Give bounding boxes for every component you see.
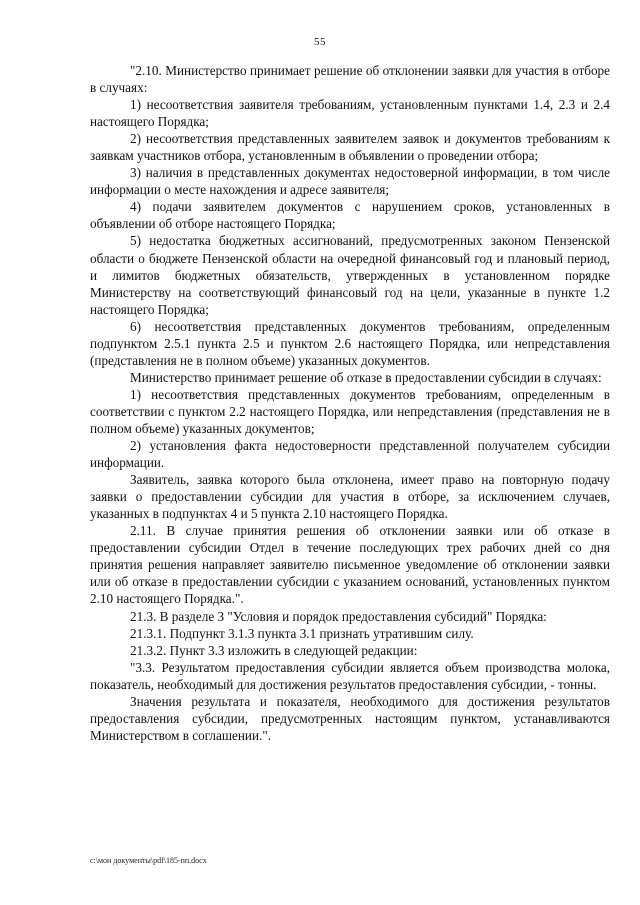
paragraph: 3) наличия в представленных документах недостоверной информации, в том числе информации о месте нахождения и адресе заявителя; bbox=[90, 165, 610, 198]
paragraph: Значения результата и показателя, необходимого для достижения результатов предоставления субсидии, предусмотренных настоящим пунктом, устанавливаются Министерством в соглашении.". bbox=[90, 693, 610, 743]
paragraph: "3.3. Результатом предоставления субсидии является объем производства молока, показатель, необходимый для достижения результатов предоставления субсидии, - тонны. bbox=[90, 659, 610, 692]
paragraph: 1) несоответствия заявителя требованиям, установленным пунктами 1.4, 2.3 и 2.4 настоящего Порядка; bbox=[90, 97, 610, 130]
paragraph: 2) несоответствия представленных заявителем заявок и документов требованиям к заявкам участников отбора, установленным в объявлении о проведении отбора; bbox=[90, 131, 610, 164]
paragraph: 5) недостатка бюджетных ассигнований, предусмотренных законом Пензенской области о бюджете Пензенской области на очередной финансовый год и плановый период, и лимитов бюджетных обязательств, утвержденных в установленном порядке Министерству на соответствующий финансовый год на цели, указанные в пункте 1.2 настоящего Порядка; bbox=[90, 233, 610, 317]
document-body bbox=[90, 62, 610, 744]
paragraph: 2.11. В случае принятия решения об отклонении заявки или об отказе в предоставлении субсидии Отдел в течение последующих трех рабочих дней со дня принятия решения направляет заявителю письменное уведомление об отклонении заявки или об отказе в предоставлении субсидии с указанием оснований, установленных пунктом 2.10 настоящего Порядка.". bbox=[90, 523, 610, 607]
paragraph: 21.3. В разделе 3 "Условия и порядок предоставления субсидий" Порядка: bbox=[130, 608, 547, 624]
paragraph: 1) несоответствия представленных документов требованиям, определенным в соответствии с пунктом 2.2 настоящего Порядка, или непредставления (представления не в полном объеме) указанных документов; bbox=[90, 386, 610, 436]
paragraph: "2.10. Министерство принимает решение об отклонении заявки для участия в отборе в случаях: bbox=[90, 63, 610, 96]
paragraph: 4) подачи заявителем документов с нарушением сроков, установленных в объявлении об отборе настоящего Порядка; bbox=[90, 199, 610, 232]
paragraph: Заявитель, заявка которого была отклонена, имеет право на повторную подачу заявки о предоставлении субсидии для участия в отборе, за исключением случаев, указанных в подпунктах 4 и 5 пункта 2.10 настоящего Порядка. bbox=[90, 472, 610, 522]
paragraph: 21.3.1. Подпункт 3.1.3 пункта 3.1 признать утратившим силу. bbox=[130, 625, 474, 641]
paragraph: 6) несоответствия представленных документов требованиям, определенным подпунктом 2.5.1 пункта 2.5 и пунктом 2.6 настоящего Порядка, или непредставления (представления не в полном объеме) указанных документов. bbox=[90, 318, 610, 368]
file-path-footer: c:\мои документы\pdf\185-пп.docx bbox=[90, 856, 207, 865]
paragraph: 2) установления факта недостоверности представленной получателем субсидии информации. bbox=[90, 438, 610, 471]
paragraph: Министерство принимает решение об отказе в предоставлении субсидии в случаях: bbox=[130, 369, 602, 385]
page-number: 55 bbox=[314, 36, 326, 48]
paragraph: 21.3.2. Пункт 3.3 изложить в следующей редакции: bbox=[130, 642, 418, 658]
